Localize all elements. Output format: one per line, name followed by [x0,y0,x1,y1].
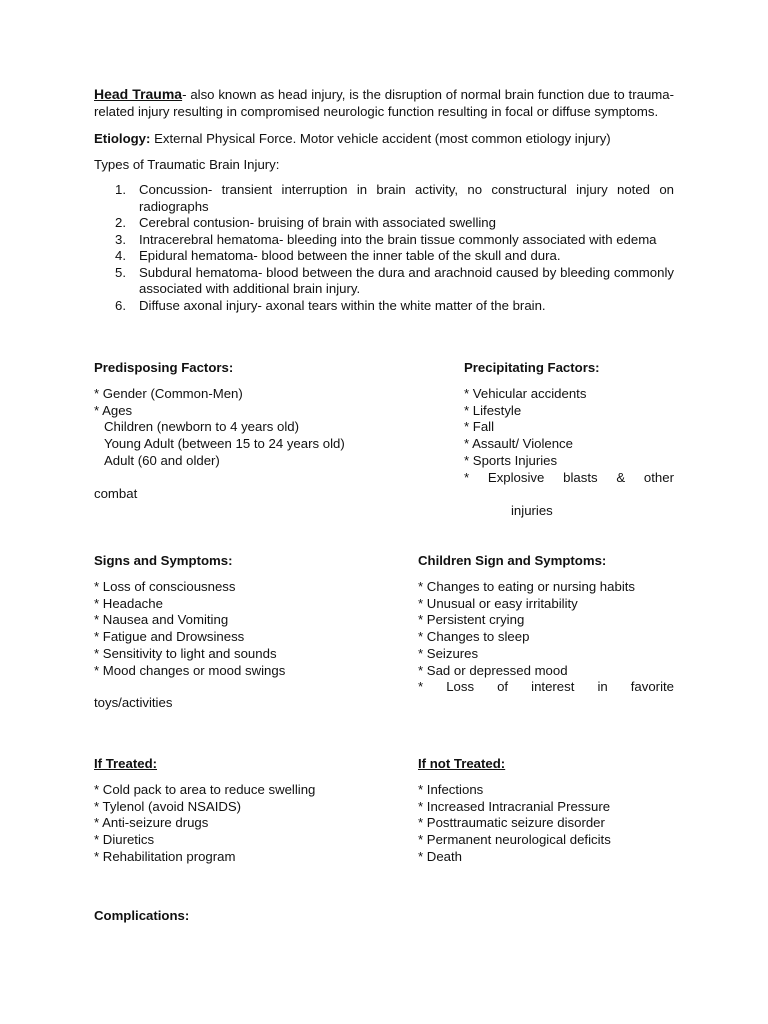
treated-list [94,782,414,866]
predisposing-heading: Predisposing Factors: [94,360,234,375]
list-item: * Nausea and Vomiting [94,612,229,628]
list-item: 2. Cerebral contusion- bruising of brain with associated swelling [115,215,496,230]
list-item: * Posttraumatic seizure disorder [418,815,605,831]
list-item: * Anti-seizure drugs [94,815,209,831]
list-item: * Changes to eating or nursing habits [418,579,636,594]
complications-heading: Complications: [94,908,190,923]
list-item: * Death [418,848,462,864]
children-signs-column [418,552,674,696]
list-item: * Headache [94,595,163,611]
not-treated-list [418,782,674,866]
not-treated-column [418,755,674,866]
signs-tail: toys/activities [94,695,173,710]
list-item: * Diuretics [94,832,155,848]
list-item: * Loss of consciousness [94,579,236,594]
list-item: * Permanent neurological deficits [418,832,611,848]
signs-column [94,552,414,679]
intro-text: - also known as head injury, is the disruption of normal brain function due to trauma-related injury resulting in compromised neurologic function resulting in focal or diffuse symptoms. [94,87,674,119]
list-item: 6. Diffuse axonal injury- axonal tears within the white matter of the brain. [115,297,546,313]
children-signs-heading: Children Sign and Symptoms: [418,553,607,568]
list-item: 4. Epidural hematoma- blood between the inner table of the skull and dura. [115,248,561,263]
treatment-section [94,755,674,875]
list-item: Children (newborn to 4 years old) [104,419,299,435]
list-item: * Mood changes or mood swings [94,662,286,678]
list-item: * Lifestyle [464,402,522,418]
document-body [94,86,674,314]
list-item: * Tylenol (avoid NSAIDS) [94,798,242,814]
list-item: * Explosive blasts & other [464,469,674,485]
list-item: * Vehicular accidents [464,386,587,401]
intro-paragraph [94,86,674,120]
list-item: * Ages [94,402,133,418]
list-item: * Sad or depressed mood [418,662,568,678]
treated-column [94,755,414,866]
list-item: * Gender (Common-Men) [94,386,243,401]
list-item: Young Adult (between 15 to 24 years old) [104,436,345,452]
list-item: * Cold pack to area to reduce swelling [94,782,316,797]
factors-section [94,359,674,524]
list-item: * Rehabilitation program [94,848,236,864]
etiology-label: Etiology: [94,131,151,146]
symptoms-section [94,552,674,717]
signs-heading: Signs and Symptoms: [94,553,233,568]
list-item: * Increased Intracranial Pressure [418,798,611,814]
list-item: * Seizures [418,645,479,661]
list-item: 5. Subdural hematoma- blood between the dura and arachnoid caused by bleeding commonly associated with additional brain injury. [115,264,674,296]
list-item: * Fall [464,419,495,435]
predisposing-list [94,386,454,470]
list-item: * Changes to sleep [418,629,530,645]
list-item: * Assault/ Violence [464,436,573,452]
list-item: * Persistent crying [418,612,525,628]
list-item: 1. Concussion- transient interruption in brain activity, no constructural injury noted on radiographs [115,182,674,214]
list-item: * Sensitivity to light and sounds [94,645,277,661]
etiology-text: External Physical Force. Motor vehicle accident (most common etiology injury) [150,131,611,146]
types-list [94,182,674,314]
list-item: * Loss of interest in favorite [418,679,674,695]
list-item: * Fatigue and Drowsiness [94,629,245,645]
list-item: Adult (60 and older) [104,452,220,468]
precipitating-heading: Precipitating Factors: [464,360,600,375]
list-item: * Unusual or easy irritability [418,595,578,611]
not-treated-heading: If not Treated: [418,756,506,771]
predisposing-column [94,359,454,470]
complications-section [94,907,674,924]
children-signs-list [418,579,674,696]
etiology-line [94,130,674,147]
signs-list [94,579,414,679]
list-item: * Infections [418,782,484,797]
precipitating-tail: injuries [511,503,553,518]
treated-heading: If Treated: [94,756,158,771]
precipitating-column [464,359,674,486]
list-item: 3. Intracerebral hematoma- bleeding into the brain tissue commonly associated with edema [115,231,657,247]
document-title: Head Trauma [94,86,183,102]
precipitating-list [464,386,674,486]
predisposing-tail: combat [94,486,138,501]
types-heading: Types of Traumatic Brain Injury: [94,157,280,172]
list-item: * Sports Injuries [464,452,558,468]
